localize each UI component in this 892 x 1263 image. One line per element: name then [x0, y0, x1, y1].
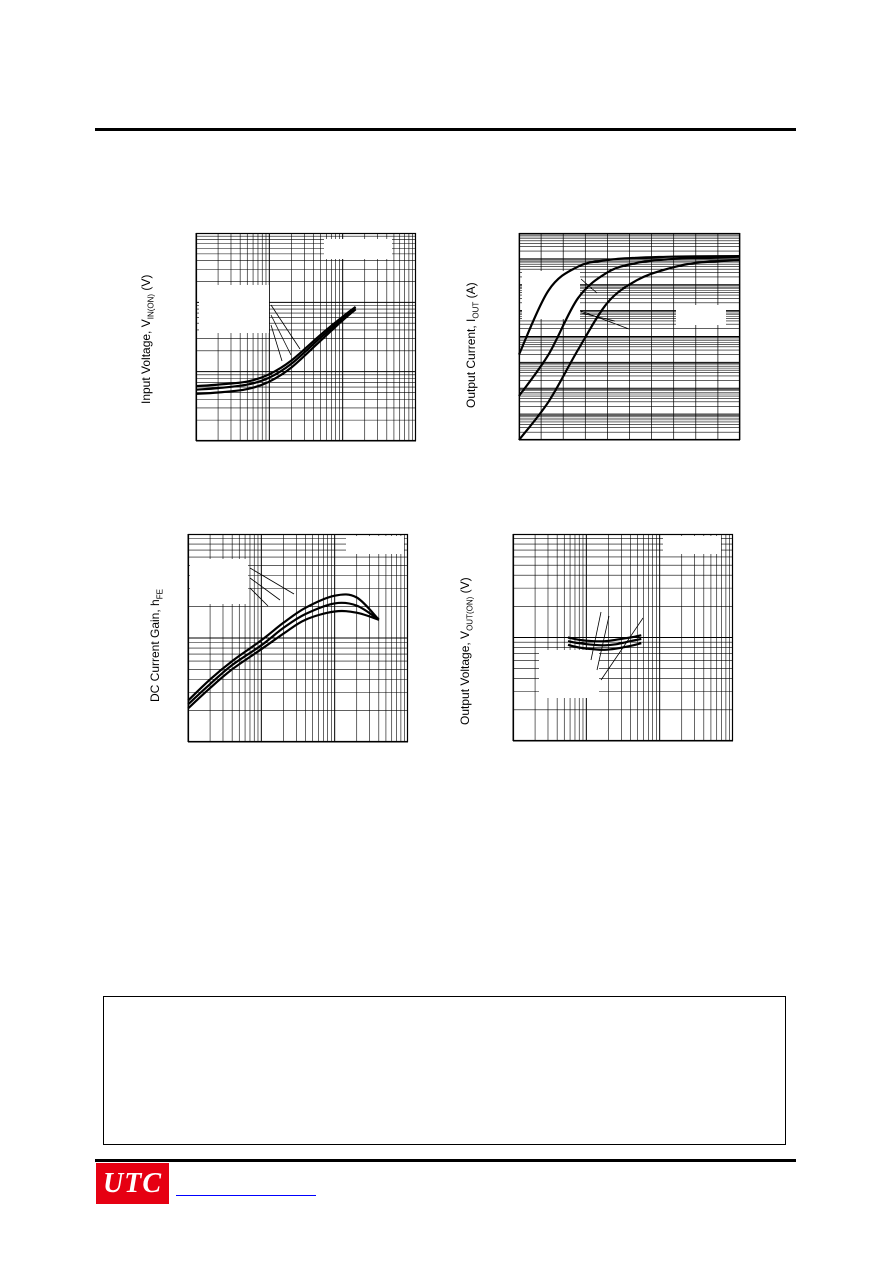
- chart4-legend-box: [539, 650, 599, 698]
- utc-logo: [96, 1163, 169, 1204]
- chart-dc-current-gain: [188, 534, 408, 742]
- notice-box: [103, 996, 786, 1145]
- chart4-ylabel: [458, 577, 474, 725]
- chart3-ylabel-sub: FE: [155, 589, 165, 600]
- chart1-ylabel-tail: (V): [139, 274, 153, 294]
- chart1-leader-3: [271, 325, 282, 361]
- chart3-ylabel: [148, 589, 164, 702]
- chart1-ylabel: [139, 275, 155, 404]
- chart2-ylabel-tail: (A): [464, 282, 478, 302]
- chart-output-current: [519, 233, 740, 440]
- chart3-leader-1: [250, 568, 294, 594]
- header-rule: [95, 128, 796, 131]
- chart1-ylabel-sub: IN(ON): [146, 293, 156, 320]
- chart2-leader-2: [581, 311, 629, 329]
- chart1-frame: [197, 234, 416, 441]
- chart3-legend-box: [190, 559, 248, 604]
- chart-output-voltage: [513, 534, 733, 741]
- chart4-ylabel-tail: (V): [458, 577, 472, 597]
- chart1-condition-box: [324, 239, 392, 259]
- website-link[interactable]: [176, 1195, 316, 1196]
- footer-rule: [95, 1159, 796, 1162]
- chart4-ylabel-main: Output Voltage, V: [458, 630, 472, 725]
- chart3-ylabel-main: DC Current Gain, h: [148, 599, 162, 702]
- chart1-legend-box: [199, 285, 269, 333]
- chart2-ylabel-main: Output Current, I: [464, 318, 478, 408]
- chart4-ylabel-sub: OUT(ON): [465, 596, 475, 631]
- chart1-leader-1: [271, 305, 300, 349]
- chart-input-voltage: [196, 233, 416, 441]
- chart4-condition-box: [663, 536, 721, 554]
- chart3-leader-3: [250, 588, 268, 606]
- chart1-ylabel-main: Input Voltage, V: [139, 319, 153, 404]
- chart2-ylabel-sub: OUT: [471, 301, 481, 319]
- chart3-condition-box: [346, 536, 404, 554]
- chart2-ylabel: [464, 282, 480, 408]
- chart2-legend-box: [522, 271, 580, 319]
- chart2-condition-box: [676, 305, 726, 325]
- utc-logo-text: UTC: [103, 1167, 162, 1199]
